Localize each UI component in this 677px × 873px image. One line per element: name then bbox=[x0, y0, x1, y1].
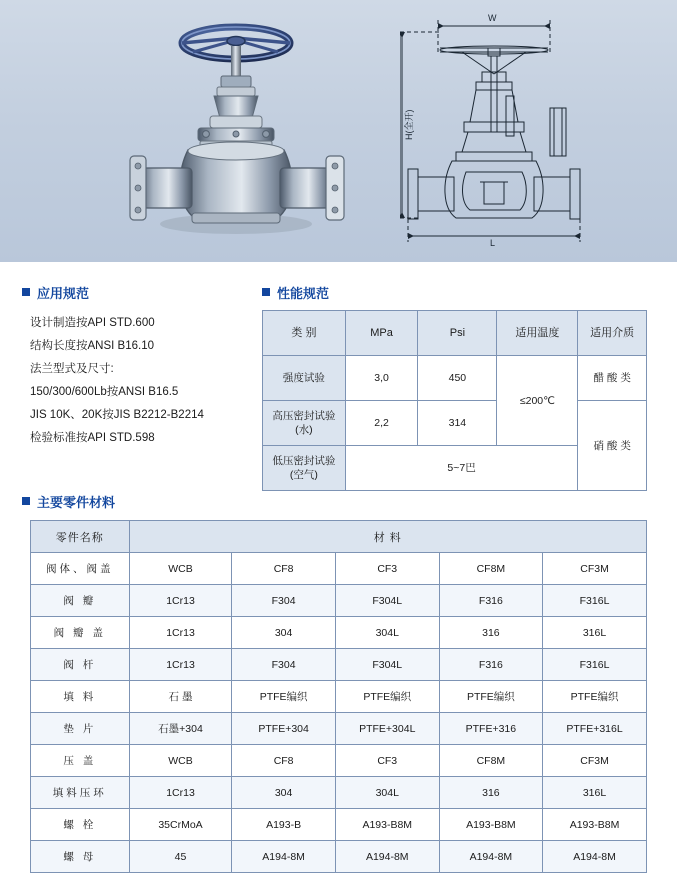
table-row bbox=[31, 809, 647, 841]
cell-material-4: CF8M bbox=[439, 745, 542, 777]
cell-part-name: 阀 杆 bbox=[31, 649, 130, 681]
cell-material-2: CF8 bbox=[232, 745, 335, 777]
cell-material-4: F316 bbox=[439, 585, 542, 617]
cell-mpa-high-pressure-seal: 2,2 bbox=[345, 401, 417, 446]
cell-material-3: F304L bbox=[335, 585, 439, 617]
col-header-temperature: 适用温度 bbox=[497, 311, 578, 356]
drawing-label-l: L bbox=[490, 238, 496, 248]
table-row bbox=[263, 401, 647, 446]
cell-material-5: A193-B8M bbox=[543, 809, 647, 841]
cell-material-5: A194-8M bbox=[543, 841, 647, 873]
table-row bbox=[31, 841, 647, 873]
cell-material-1: 石 墨 bbox=[129, 681, 232, 713]
cell-material-2: F304 bbox=[232, 649, 335, 681]
cell-material-3: A193-B8M bbox=[335, 809, 439, 841]
list-item: 设计制造按API STD.600 bbox=[30, 317, 155, 329]
cell-material-4: F316 bbox=[439, 649, 542, 681]
drawing-label-w: W bbox=[488, 13, 497, 23]
cell-material-1: 45 bbox=[129, 841, 232, 873]
col-header-part-name: 零件名称 bbox=[31, 521, 130, 553]
cell-part-name: 阀 瓣 盖 bbox=[31, 617, 130, 649]
cell-material-1: 35CrMoA bbox=[129, 809, 232, 841]
cell-material-4: CF8M bbox=[439, 553, 542, 585]
cell-material-3: PTFE编织 bbox=[335, 681, 439, 713]
cell-material-2: PTFE+304 bbox=[232, 713, 335, 745]
square-marker-icon bbox=[22, 497, 30, 505]
cell-material-2: F304 bbox=[232, 585, 335, 617]
cell-material-1: 1Cr13 bbox=[129, 649, 232, 681]
cell-text-line2: (空气) bbox=[289, 469, 318, 481]
cell-material-3: F304L bbox=[335, 649, 439, 681]
cell-material-2: A193-B bbox=[232, 809, 335, 841]
table-row bbox=[31, 553, 647, 585]
application-spec-list bbox=[30, 312, 245, 450]
cell-material-5: CF3M bbox=[543, 745, 647, 777]
material-table-body bbox=[31, 553, 647, 873]
heading-application-label: 应用规范 bbox=[37, 286, 90, 301]
cell-material-2: A194-8M bbox=[232, 841, 335, 873]
table-row bbox=[31, 745, 647, 777]
cell-material-5: 316L bbox=[543, 617, 647, 649]
globe-valve-dimension-drawing bbox=[400, 12, 650, 248]
cell-material-1: WCB bbox=[129, 553, 232, 585]
table-row bbox=[31, 585, 647, 617]
cell-mpa-strength: 3,0 bbox=[345, 356, 417, 401]
cell-temperature: ≤200℃ bbox=[497, 356, 578, 446]
globe-valve-photo bbox=[118, 10, 358, 250]
cell-material-4: PTFE编织 bbox=[439, 681, 542, 713]
cell-category-low-pressure-seal bbox=[263, 446, 346, 491]
list-item: JIS 10K、20K按JIS B2212-B2214 bbox=[30, 409, 204, 421]
cell-material-2: CF8 bbox=[232, 553, 335, 585]
cell-material-1: 1Cr13 bbox=[129, 777, 232, 809]
cell-medium-nitric: 硝 酸 类 bbox=[578, 401, 647, 491]
cell-material-4: PTFE+316 bbox=[439, 713, 542, 745]
cell-part-name: 垫 片 bbox=[31, 713, 130, 745]
table-row bbox=[31, 617, 647, 649]
cell-material-5: PTFE+316L bbox=[543, 713, 647, 745]
heading-application-spec bbox=[22, 283, 89, 302]
cell-material-4: A193-B8M bbox=[439, 809, 542, 841]
heading-performance-label: 性能规范 bbox=[277, 286, 330, 301]
cell-category-high-pressure-seal bbox=[263, 401, 346, 446]
cell-material-1: 1Cr13 bbox=[129, 617, 232, 649]
table-row bbox=[263, 356, 647, 401]
cell-material-5: 316L bbox=[543, 777, 647, 809]
cell-material-4: 316 bbox=[439, 777, 542, 809]
cell-material-2: 304 bbox=[232, 777, 335, 809]
cell-material-1: 石墨+304 bbox=[129, 713, 232, 745]
cell-material-1: WCB bbox=[129, 745, 232, 777]
heading-performance-spec bbox=[262, 283, 329, 302]
cell-material-5: F316L bbox=[543, 649, 647, 681]
list-item: 检验标准按API STD.598 bbox=[30, 432, 155, 444]
cell-material-2: PTFE编织 bbox=[232, 681, 335, 713]
cell-material-5: PTFE编织 bbox=[543, 681, 647, 713]
cell-part-name: 阀 瓣 bbox=[31, 585, 130, 617]
cell-text-line1: 高压密封试验 bbox=[272, 410, 336, 422]
list-item: 法兰型式及尺寸: bbox=[30, 363, 114, 375]
col-header-psi: Psi bbox=[418, 311, 497, 356]
cell-part-name: 压 盖 bbox=[31, 745, 130, 777]
col-header-mpa: MPa bbox=[345, 311, 417, 356]
cell-material-3: CF3 bbox=[335, 745, 439, 777]
table-header-row bbox=[31, 521, 647, 553]
cell-material-2: 304 bbox=[232, 617, 335, 649]
cell-part-name: 填 料 bbox=[31, 681, 130, 713]
cell-material-4: 316 bbox=[439, 617, 542, 649]
cell-material-1: 1Cr13 bbox=[129, 585, 232, 617]
cell-text-line1: 低压密封试验 bbox=[272, 455, 336, 467]
cell-material-5: CF3M bbox=[543, 553, 647, 585]
list-item: 150/300/600Lb按ANSI B16.5 bbox=[30, 386, 179, 398]
cell-part-name: 螺 母 bbox=[31, 841, 130, 873]
cell-text-line2: (水) bbox=[295, 424, 313, 436]
cell-psi-high-pressure-seal: 314 bbox=[418, 401, 497, 446]
cell-part-name: 填料压环 bbox=[31, 777, 130, 809]
col-header-category: 类 别 bbox=[263, 311, 346, 356]
table-row bbox=[31, 777, 647, 809]
col-header-medium: 适用介质 bbox=[578, 311, 647, 356]
cell-medium-acetic: 醋 酸 类 bbox=[578, 356, 647, 401]
cell-part-name: 阀体、阀盖 bbox=[31, 553, 130, 585]
table-row bbox=[31, 713, 647, 745]
heading-material-label: 主要零件材料 bbox=[37, 495, 116, 510]
cell-low-pressure-value: 5~7巴 bbox=[345, 446, 577, 491]
cell-psi-strength: 450 bbox=[418, 356, 497, 401]
material-table bbox=[30, 520, 647, 873]
heading-material-spec bbox=[22, 492, 115, 511]
square-marker-icon bbox=[262, 288, 270, 296]
cell-material-3: 304L bbox=[335, 617, 439, 649]
product-image-banner bbox=[0, 0, 677, 262]
cell-material-4: A194-8M bbox=[439, 841, 542, 873]
cell-material-5: F316L bbox=[543, 585, 647, 617]
table-row bbox=[31, 649, 647, 681]
table-header-row bbox=[263, 311, 647, 356]
cell-part-name: 螺 栓 bbox=[31, 809, 130, 841]
cell-material-3: PTFE+304L bbox=[335, 713, 439, 745]
cell-material-3: CF3 bbox=[335, 553, 439, 585]
cell-material-3: A194-8M bbox=[335, 841, 439, 873]
performance-table bbox=[262, 310, 647, 491]
drawing-label-h: H(全开) bbox=[404, 109, 414, 140]
cell-category-strength: 强度试验 bbox=[263, 356, 346, 401]
cell-material-3: 304L bbox=[335, 777, 439, 809]
list-item: 结构长度按ANSI B16.10 bbox=[30, 340, 154, 352]
square-marker-icon bbox=[22, 288, 30, 296]
col-header-material: 材 料 bbox=[129, 521, 646, 553]
table-row bbox=[31, 681, 647, 713]
